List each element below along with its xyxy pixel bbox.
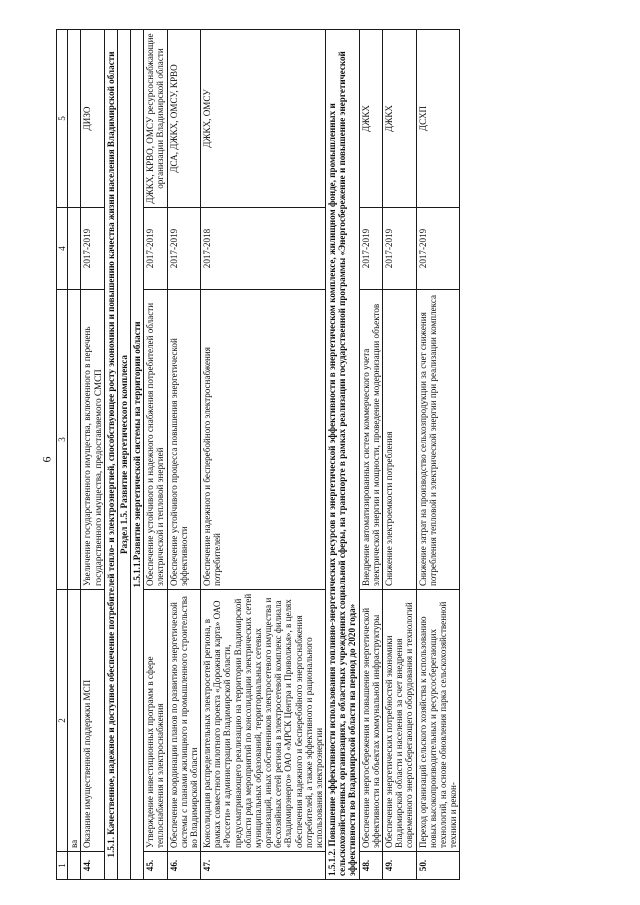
measure-cell: Консолидация распределительных электросетей региона, в рамках совместного пилотного проекта «Дорожная карта» ОАО «Россети» и администрации Владимирской области, предусматривающего реализацию на территории Владимирской области ряда мероприятий по консолидации электрических сетей муниципальных образований, территориальных сетевых организаций, иных собственников электросетевого имущества и бесхозяйных сетей региона в электросетевой комплекс филиала «Владимирэнерго» ОАО «МРСК Центра и Приволжья», в целях обеспечения надежного и бесперебойного энергоснабжения потребителей, а также эффективного и рационального использования электроэнергии: [201, 590, 326, 852]
period-cell: 2017-2019: [359, 208, 382, 290]
period-cell: 2017-2018: [201, 208, 326, 290]
period-cell: 2017-2019: [144, 208, 167, 290]
measure-cell: Оказание имущественной поддержки МСП: [81, 590, 104, 852]
effect-cell: Обеспечение устойчивого и надежного снабжения потребителей области электрической и тепловой энергией: [144, 290, 167, 590]
row-number: 45.: [144, 852, 167, 880]
table-row: [144, 30, 167, 880]
row-number: 46.: [167, 852, 201, 880]
table-row: [201, 30, 326, 880]
effect-cell: Увеличение государственного имущества, включенного в перечень государственного имущества, предоставляемого СМСП: [81, 290, 104, 590]
table-row: [167, 30, 201, 880]
table-row: [416, 30, 460, 880]
effect-cell: Внедрение автоматизированных систем коммерческого учета электрической энергии и мощности, проведение модернизации объектов: [359, 290, 382, 590]
col-header-5: 5: [57, 30, 68, 208]
measure-cell: Обеспечение энергетических потребностей экономики Владимирской области и населения за счет внедрения современного энергосберегающего оборудования и технологий: [382, 590, 416, 852]
section-row: [104, 30, 117, 880]
continuation-row: [68, 30, 81, 880]
table-row: [382, 30, 416, 880]
executor-cell: ДЖКХ, ОМСУ: [201, 30, 326, 208]
effect-cell: Снижение электроемкости потребления: [382, 290, 416, 590]
row-number: 50.: [416, 852, 460, 880]
header-row: [57, 30, 68, 880]
effect-cell: Обеспечение надежного и бесперебойного электроснабжения потребителей: [201, 290, 326, 590]
executor-cell: ДЖКХ: [382, 30, 416, 208]
table-row: [81, 30, 104, 880]
section-heading: 1.5.1.2. Повышение эффективности использования топливно-энергетических ресурсов и энергетической эффективности в энергетическом комплексе, жилищном фонде, промышленных и сельскохозяйственных организациях, в областных учреждениях социальной сферы, на транспорте в рамках реализации государственной программы «Энергосбережение и повышение энергетической эффективности во Владимирской области на период до 2020 года»: [326, 30, 360, 880]
col-header-3: 3: [57, 290, 68, 590]
table-row: [359, 30, 382, 880]
period-cell: 2017-2019: [81, 208, 104, 290]
section-row: [131, 30, 144, 880]
measures-table: [56, 29, 460, 880]
page-number: 6: [39, 456, 54, 463]
section-heading: 1.5.1.1.Развитие энергетической системы на территории области: [131, 30, 144, 880]
row-number: 44.: [81, 852, 104, 880]
period-cell: 2017-2019: [416, 208, 460, 290]
row-number: 48.: [359, 852, 382, 880]
section-heading: Раздел 1.5. Развитие энергетического комплекса: [117, 30, 130, 880]
col-header-2: 2: [57, 590, 68, 852]
row-number: 49.: [382, 852, 416, 880]
section-row: [326, 30, 360, 880]
measure-cell: Переход организаций сельского хозяйства к использованию новых высокопроизводительных и ресурсосберегающих технологий, на основе обновления парка сельскохозяйственной техники и рекон-: [416, 590, 460, 852]
executor-cell: ДСА, ДЖКХ, ОМСУ, КРВО: [167, 30, 201, 208]
section-heading: 1.5.1. Качественное, надежное и доступное обеспечение потребителей тепло- и электроэнергией, способствующее росту экономики и повышению качества жизни населения Владимирской области: [104, 30, 117, 880]
row-number: 47.: [201, 852, 326, 880]
col-header-1: 1: [57, 852, 68, 880]
executor-cell: ДЖКХ, КРВО, ОМСУ ресурсоснабжающие организации Владимирской области: [144, 30, 167, 208]
period-cell: 2017-2019: [167, 208, 201, 290]
continuation-text: ва: [68, 590, 81, 852]
measure-cell: Обеспечение координации планов по развитию энергетической системы с планами жилищного и промышленного строительства во Владимирской области: [167, 590, 201, 852]
measure-cell: Утверждение инвестиционных программ в сфере теплоснабжения и электроснабжения: [144, 590, 167, 852]
col-header-4: 4: [57, 208, 68, 290]
executor-cell: ДСХП: [416, 30, 460, 208]
period-cell: 2017-2019: [382, 208, 416, 290]
plan-table-sheet: [56, 30, 624, 880]
effect-cell: Снижение затрат на производство сельхозпродукции за счет снижения потребления тепловой и электрической энергии при реализации комплекса: [416, 290, 460, 590]
executor-cell: ДЖКХ: [359, 30, 382, 208]
section-row: [117, 30, 130, 880]
measure-cell: Обеспечение энергосбережения и повышение энергетической эффективности на объектах коммунальной инфраструктуры: [359, 590, 382, 852]
effect-cell: Обеспечение устойчивого процесса повышения энергетической эффективности: [167, 290, 201, 590]
executor-cell: ДИЗО: [81, 30, 104, 208]
